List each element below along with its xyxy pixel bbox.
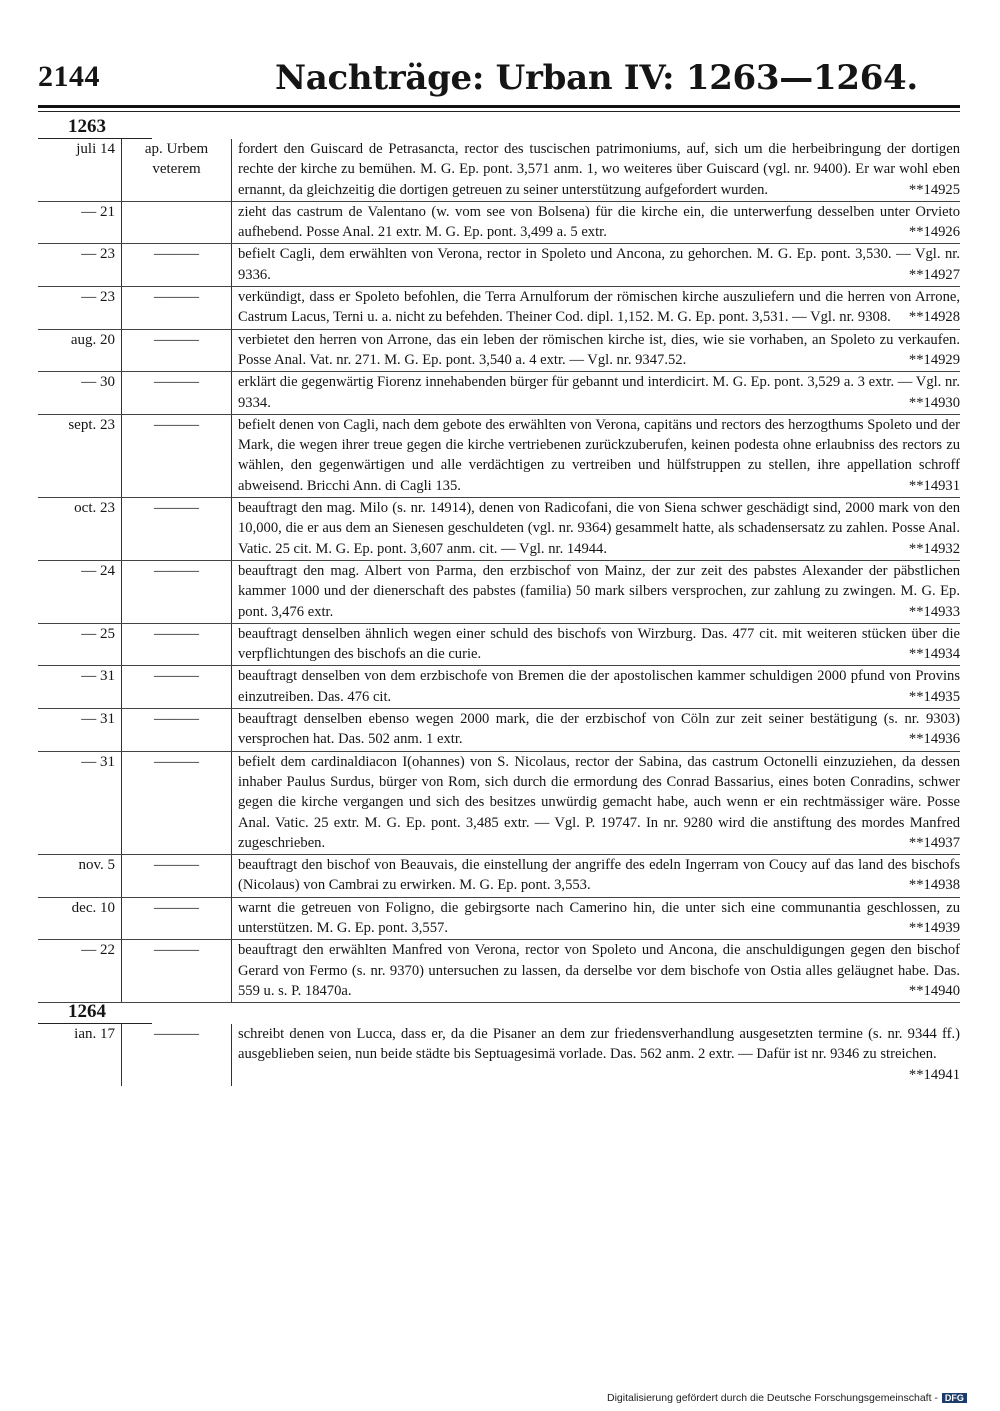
- entry-date: ian. 17: [38, 1024, 122, 1086]
- entry-date: — 21: [38, 202, 122, 244]
- regest-entry: [38, 709, 960, 752]
- entry-location: ———: [122, 940, 232, 1002]
- page-title: Nachträge: Urban IV: 1263—1264.: [275, 58, 918, 98]
- entry-text-cell: [232, 244, 960, 286]
- entry-text-cell: [232, 752, 960, 854]
- entry-text: befielt dem cardinaldiacon I(ohannes) von S. Nicolaus, rector der Sabina, das castrum Octonelli einzuziehen, da dessen inhaber Paulus Surdus, bürger von Rom, sich durch die ermordung des Conrad Bassarius, eines boten Conradins, schwer gegen die kirche vergangen und sich des besitzes unwürdig gemacht habe, auch wenn er ein rechtmässiger wäre. Posse Anal. Vatic. 25 extr. M. G. Ep. pont. 3,485 extr. — Vgl. P. 19747. In nr. 9280 wird die anstiftung des mordes Manfred zugeschrieben.: [238, 753, 960, 851]
- regest-entry: [38, 624, 960, 667]
- entry-number: **14938: [908, 877, 960, 894]
- entry-text-cell: [232, 940, 960, 1002]
- entry-text-cell: [232, 898, 960, 940]
- entry-text-cell: [232, 415, 960, 497]
- entry-number: **14925: [908, 181, 960, 198]
- regest-entry: [38, 498, 960, 561]
- entry-text: verkündigt, dass er Spoleto befohlen, die Terra Arnulforum der römischen kirche auszuliefern und die herren von Arrone, Castrum Lacus, Terni u. a. nicht zu befehden. Theiner Cod. dipl. 1,152. M. G. Ep. pont. 3,531. — Vgl. nr. 9308.: [238, 289, 960, 326]
- entry-location: ———: [122, 752, 232, 854]
- entry-number: **14933: [908, 603, 960, 620]
- regest-entry: [38, 940, 960, 1003]
- entry-text-cell: [232, 1024, 960, 1086]
- entry-number: **14930: [908, 394, 960, 411]
- entry-text: beauftragt den mag. Albert von Parma, den erzbischof von Mainz, der zur zeit des pabstes Alexander der päbstlichen kammer 1000 und der dienerschaft des pabstes (familia) 50 mark silbers versprochen, zur zahlung zu zwingen. M. G. Ep. pont. 3,476 extr.: [238, 562, 960, 620]
- entry-date: — 31: [38, 709, 122, 751]
- entry-text: zieht das castrum de Valentano (w. vom see von Bolsena) für die kirche ein, die unterwerfung desselben unter Orvieto aufhebend. Posse Anal. 21 extr. M. G. Ep. pont. 3,499 a. 5 extr.: [238, 203, 960, 241]
- entry-location: ———: [122, 415, 232, 497]
- entry-location: ap. Urbem veterem: [122, 139, 232, 201]
- regest-entry: [38, 898, 960, 941]
- regest-entry: [38, 855, 960, 898]
- entry-location: ———: [122, 330, 232, 372]
- entry-number: **14941: [908, 1066, 960, 1083]
- entry-location: ———: [122, 624, 232, 666]
- entry-location: ———: [122, 1024, 232, 1086]
- entry-location: ———: [122, 287, 232, 329]
- entry-number: **14939: [908, 919, 960, 936]
- regest-ledger: [38, 116, 960, 1086]
- entry-date: — 22: [38, 940, 122, 1002]
- regest-entry: [38, 244, 960, 287]
- header-rule-thin: [38, 111, 960, 112]
- entry-number: **14928: [908, 309, 960, 326]
- entry-text: verbietet den herren von Arrone, das ein leben der römischen kirche ist, dies, wie sie vorhaben, an Spoleto zu verkaufen. Posse Anal. Vat. nr. 271. M. G. Ep. pont. 3,540 a. 4 extr. — Vgl. nr. 9347.52.: [238, 331, 960, 368]
- entry-text-cell: [232, 855, 960, 897]
- entry-date: oct. 23: [38, 498, 122, 560]
- regest-entry: [38, 202, 960, 245]
- entry-location: ———: [122, 372, 232, 414]
- credit-text: Digitalisierung gefördert durch die Deutsche Forschungsgemeinschaft -: [607, 1392, 938, 1404]
- digitization-credit: [607, 1392, 967, 1404]
- entry-location: ———: [122, 855, 232, 897]
- entry-date: — 31: [38, 666, 122, 708]
- entry-number: **14931: [908, 477, 960, 494]
- page-header: [38, 58, 960, 108]
- entry-number: **14934: [908, 646, 960, 663]
- regest-entry: [38, 415, 960, 498]
- entry-date: nov. 5: [38, 855, 122, 897]
- entry-text: beauftragt denselben ähnlich wegen einer schuld des bischofs von Wirzburg. Das. 477 cit. mit weiteren stücken über die verpflichtungen des bischofs an die curie.: [238, 625, 960, 663]
- regest-entry: [38, 330, 960, 373]
- entry-location: ———: [122, 561, 232, 623]
- entry-number: **14927: [908, 266, 960, 283]
- entry-text: befielt Cagli, dem erwählten von Verona, rector in Spoleto und Ancona, zu gehorchen. M. G. Ep. pont. 3,530. — Vgl. nr. 9336.: [238, 246, 960, 283]
- regest-entry: [38, 561, 960, 624]
- entry-location: ———: [122, 498, 232, 560]
- entry-date: aug. 20: [38, 330, 122, 372]
- regest-entry: [38, 752, 960, 855]
- entry-number: **14936: [908, 731, 960, 748]
- entry-date: — 23: [38, 244, 122, 286]
- entry-location: ———: [122, 898, 232, 940]
- entry-text-cell: [232, 709, 960, 751]
- year-marker: 1263: [38, 116, 152, 139]
- entry-text-cell: [232, 287, 960, 329]
- entry-location: ———: [122, 244, 232, 286]
- entry-date: — 30: [38, 372, 122, 414]
- regest-entry: [38, 287, 960, 330]
- regest-entry: [38, 139, 960, 202]
- entry-date: — 25: [38, 624, 122, 666]
- header-rule: [38, 105, 960, 108]
- entry-text: schreibt denen von Lucca, dass er, da die Pisaner an dem zur friedensverhandlung ausgesetzten termine (s. nr. 9344 ff.) ausgeblieben seien, nun beide städte bis Septuagesimä vorlade. Das. 562 anm. 2 extr. — Dafür ist nr. 9346 zu streichen.: [238, 1026, 960, 1063]
- entry-text: warnt die getreuen von Foligno, die gebirgsorte nach Camerino hin, die unter sich eine communantia geschlossen, zu unterstützen. M. G. Ep. pont. 3,557.: [238, 899, 960, 936]
- entry-number: **14929: [908, 351, 960, 368]
- entry-location: ———: [122, 666, 232, 708]
- entry-text-cell: [232, 666, 960, 708]
- entry-date: sept. 23: [38, 415, 122, 497]
- entry-text: beauftragt den mag. Milo (s. nr. 14914), denen von Radicofani, die von Siena schwer geschädigt sind, 2000 mark von den 10,000, die er aus dem an Sienesen geschuldeten (vgl. nr. 9364) gesammelt hatte, als schadensersatz zu zahlen. Posse Anal. Vatic. 25 cit. M. G. Ep. pont. 3,607 anm. cit. — Vgl. nr. 14944.: [238, 500, 960, 557]
- regest-entry: [38, 372, 960, 415]
- entry-date: — 31: [38, 752, 122, 854]
- entry-text-cell: [232, 139, 960, 201]
- regest-entry: [38, 1024, 960, 1086]
- entry-date: — 24: [38, 561, 122, 623]
- entry-text-cell: [232, 330, 960, 372]
- entry-text: fordert den Guiscard de Petrasancta, rector des tuscischen patrimoniums, auf, sich um die herbeibringung der dortigen rechte der kirche zu bemühen. M. G. Ep. pont. 3,571 anm. 1, wo weiteres über Guiscard (vgl. nr. 9400). Er war wohl eben ernannt, da gleichzeitig die dortigen getreuen zu seiner unterstützung aufgefordert wurden.: [238, 141, 960, 198]
- entry-text-cell: [232, 202, 960, 244]
- entry-number: **14935: [908, 688, 960, 705]
- page-number: 2144: [38, 60, 100, 93]
- entry-text-cell: [232, 498, 960, 560]
- entry-number: **14937: [908, 834, 960, 851]
- regest-entry: [38, 666, 960, 709]
- entry-text: beauftragt denselben ebenso wegen 2000 mark, die der erzbischof von Cöln zur zeit seiner bestätigung (s. nr. 9303) versprochen hat. Das. 502 anm. 1 extr.: [238, 711, 960, 748]
- entry-number: **14932: [908, 540, 960, 557]
- entry-text: beauftragt denselben von dem erzbischofe von Bremen die der apostolischen kammer schuldigen 2000 pfund von Provins einzutreiben. Das. 476 cit.: [238, 668, 960, 705]
- dfg-logo-icon: DFG: [942, 1393, 967, 1403]
- entry-number: **14926: [908, 224, 960, 241]
- entry-text-cell: [232, 561, 960, 623]
- entry-location: [122, 202, 232, 244]
- entry-location: ———: [122, 709, 232, 751]
- entry-text: beauftragt den erwählten Manfred von Verona, rector von Spoleto und Ancona, die anschuldigungen gegen den bischof Gerard von Fermo (s. nr. 9370) untersuchen zu lassen, da derselbe vor dem bischofe von Ostia alles geläugnet habe. Das. 559 u. s. P. 18470a.: [238, 942, 960, 999]
- entry-text-cell: [232, 624, 960, 666]
- entry-date: dec. 10: [38, 898, 122, 940]
- entry-text: erklärt die gegenwärtig Fiorenz innehabenden bürger für gebannt und interdicirt. M. G. Ep. pont. 3,529 a. 3 extr. — Vgl. nr. 9334.: [238, 374, 960, 411]
- year-marker: 1264: [38, 1001, 152, 1024]
- entry-date: juli 14: [38, 139, 122, 201]
- entry-date: — 23: [38, 287, 122, 329]
- entry-text: befielt denen von Cagli, nach dem gebote des erwählten von Verona, capitäns und rectors des herzogthums Spoleto und der Mark, die wegen ihrer treue gegen die kirche vertriebenen zurückzuberufen, keinen podesta ohne erlaubniss des rectors zu wählen, den gegenwärtigen und alle verdächtigen zu vertreiben und hülfstruppen zu stellen, ihre appellation schroff abweisend. Bricchi Ann. di Cagli 135.: [238, 416, 960, 494]
- entry-number: **14940: [908, 982, 960, 999]
- entry-text-cell: [232, 372, 960, 414]
- entry-text: beauftragt den bischof von Beauvais, die einstellung der angriffe des edeln Ingerram von Coucy auf das land des bischofs (Nicolaus) von Cambrai zu erwirken. M. G. Ep. pont. 3,553.: [238, 857, 960, 894]
